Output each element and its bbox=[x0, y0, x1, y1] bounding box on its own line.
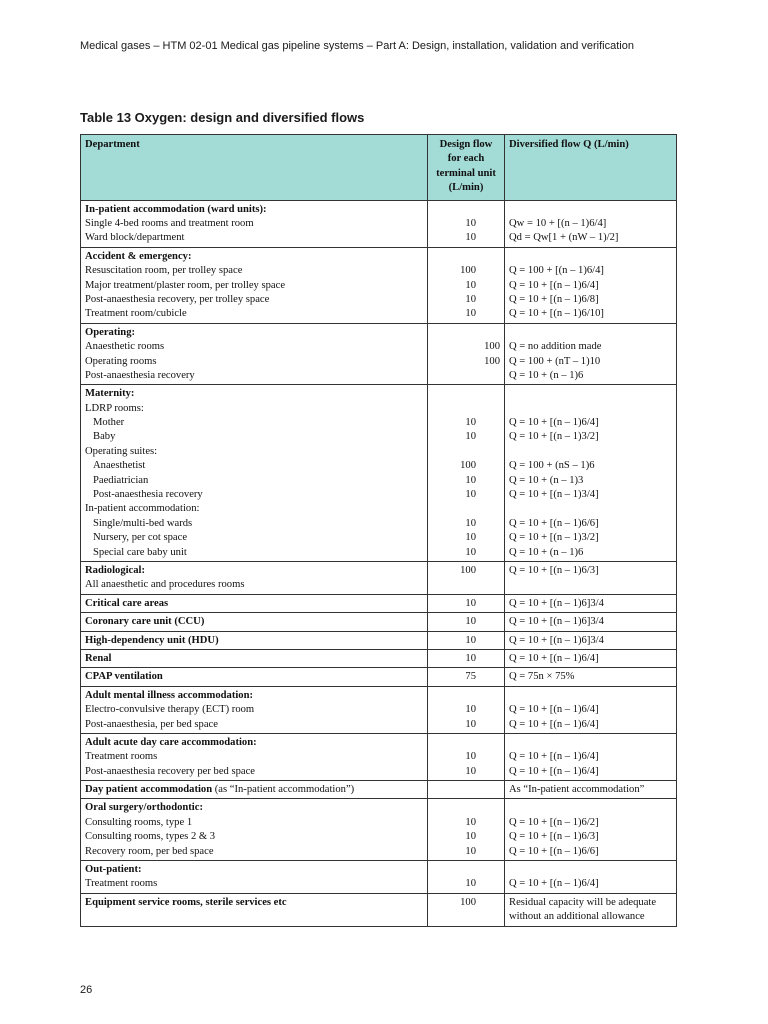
department-heading bbox=[85, 783, 423, 797]
department-title: Critical care areas bbox=[85, 597, 169, 609]
table-section-row bbox=[81, 562, 677, 595]
diversified-flow-formula bbox=[509, 203, 672, 217]
department-row-label: Operating rooms bbox=[85, 355, 157, 367]
department-title: Coronary care unit (CCU) bbox=[85, 616, 205, 628]
design-flow-value: 10 bbox=[465, 474, 476, 486]
header-design-flow: Design flow for each terminal unit (L/min) bbox=[428, 135, 505, 201]
table-header-row bbox=[81, 135, 677, 201]
department-heading bbox=[85, 203, 423, 217]
department-title: Maternity: bbox=[85, 388, 135, 400]
table-section-row bbox=[81, 594, 677, 612]
diversified-flow-formula: Qd = Qw[1 + (nW – 1)/2] bbox=[509, 232, 619, 244]
department-cell bbox=[81, 686, 428, 733]
design-flow-value: 10 bbox=[465, 831, 476, 843]
department-row-label: In-patient accommodation: bbox=[85, 503, 200, 515]
design-flow-value: 10 bbox=[465, 718, 476, 730]
department-row-label: Treatment room/cubicle bbox=[85, 308, 187, 320]
diversified-flow-formula: Q = 100 + [(n – 1)6/4] bbox=[509, 265, 604, 277]
design-flow-cell bbox=[428, 247, 505, 323]
diversified-flow-cell bbox=[505, 613, 677, 631]
design-flow-cell bbox=[428, 668, 505, 686]
design-flow-value: 10 bbox=[465, 845, 476, 857]
design-flow-value: 10 bbox=[465, 765, 476, 777]
design-flow-value bbox=[428, 387, 504, 401]
department-cell bbox=[81, 893, 428, 926]
diversified-flow-formula: Q = 10 + [(n – 1)6/2] bbox=[509, 816, 599, 828]
diversified-flow-formula bbox=[509, 326, 672, 340]
department-row-label: All anaesthetic and procedures rooms bbox=[85, 579, 245, 591]
department-title: CPAP ventilation bbox=[85, 671, 163, 683]
oxygen-flows-table bbox=[80, 134, 677, 927]
diversified-flow-cell bbox=[505, 594, 677, 612]
diversified-flow-formula: Q = 10 + [(n – 1)6]3/4 bbox=[509, 634, 604, 646]
department-heading bbox=[85, 896, 423, 910]
diversified-flow-cell bbox=[505, 385, 677, 562]
diversified-flow-cell bbox=[505, 323, 677, 385]
department-row-label: LDRP rooms: bbox=[85, 402, 144, 414]
design-flow-value: 10 bbox=[465, 417, 476, 429]
department-heading bbox=[85, 863, 423, 877]
department-row-label: Nursery, per cot space bbox=[93, 532, 188, 544]
running-header: Medical gases – HTM 02-01 Medical gas pipeline systems – Part A: Design, installation, validation and verification bbox=[80, 40, 634, 52]
diversified-flow-cell bbox=[505, 631, 677, 649]
design-flow-value: 10 bbox=[465, 816, 476, 828]
diversified-flow-formula bbox=[509, 863, 672, 877]
department-heading bbox=[85, 689, 423, 703]
department-title: Adult acute day care accommodation: bbox=[85, 736, 257, 748]
department-row-label: Post-anaesthesia recovery bbox=[85, 369, 195, 381]
design-flow-value bbox=[428, 801, 504, 815]
design-flow-cell bbox=[428, 649, 505, 667]
table-section-row bbox=[81, 631, 677, 649]
department-row-label: Recovery room, per bed space bbox=[85, 845, 214, 857]
department-cell bbox=[81, 385, 428, 562]
department-title: Oral surgery/orthodontic: bbox=[85, 802, 203, 814]
department-row-label: Treatment rooms bbox=[85, 751, 158, 763]
design-flow-value: 100 bbox=[460, 565, 476, 576]
design-flow-cell bbox=[428, 594, 505, 612]
department-cell bbox=[81, 594, 428, 612]
department-heading bbox=[85, 615, 423, 629]
design-flow-cell bbox=[428, 893, 505, 926]
department-heading bbox=[85, 670, 423, 684]
diversified-flow-formula: Q = 100 + (nT – 1)10 bbox=[509, 355, 601, 367]
design-flow-value bbox=[428, 203, 504, 217]
table-section-row bbox=[81, 861, 677, 894]
department-cell bbox=[81, 799, 428, 861]
department-cell bbox=[81, 323, 428, 385]
table-body bbox=[81, 200, 677, 926]
department-heading bbox=[85, 250, 423, 264]
diversified-flow-formula: Q = 10 + [(n – 1)6/4] bbox=[509, 718, 599, 730]
department-row-label: Single/multi-bed wards bbox=[93, 517, 193, 529]
table-section-row bbox=[81, 799, 677, 861]
department-row-label: Treatment rooms bbox=[85, 878, 158, 890]
diversified-flow-formula bbox=[509, 250, 672, 264]
diversified-flow-formula: Q = 10 + (n – 1)3 bbox=[509, 474, 584, 486]
diversified-flow-cell bbox=[505, 733, 677, 780]
diversified-flow-formula: Q = 100 + (nS – 1)6 bbox=[509, 460, 595, 472]
design-flow-value: 100 bbox=[460, 460, 476, 472]
table-section-row bbox=[81, 200, 677, 247]
table-section-row bbox=[81, 247, 677, 323]
design-flow-value: 100 bbox=[484, 355, 500, 367]
department-heading bbox=[85, 597, 423, 611]
diversified-flow-cell bbox=[505, 799, 677, 861]
design-flow-value bbox=[428, 445, 504, 459]
design-flow-value: 10 bbox=[465, 232, 476, 244]
department-row-label: Special care baby unit bbox=[93, 546, 187, 558]
department-title: High-dependency unit (HDU) bbox=[85, 634, 219, 646]
diversified-flow-formula: Q = 10 + [(n – 1)6/4] bbox=[509, 704, 599, 716]
diversified-flow-formula: Residual capacity will be adequate bbox=[509, 896, 657, 908]
department-heading bbox=[85, 801, 423, 815]
department-heading bbox=[85, 387, 423, 401]
department-cell bbox=[81, 247, 428, 323]
department-row-label: Electro-convulsive therapy (ECT) room bbox=[85, 704, 255, 716]
table-title: Table 13 Oxygen: design and diversified flows bbox=[80, 110, 365, 125]
design-flow-cell bbox=[428, 686, 505, 733]
diversified-flow-formula: Q = 10 + [(n – 1)6/3] bbox=[509, 565, 599, 576]
department-heading bbox=[85, 326, 423, 340]
diversified-flow-formula: Q = 10 + [(n – 1)6/6] bbox=[509, 517, 599, 529]
diversified-flow-formula: Q = 10 + [(n – 1)6/4] bbox=[509, 279, 599, 291]
department-row-label: Mother bbox=[93, 417, 125, 429]
design-flow-value bbox=[428, 326, 504, 340]
design-flow-value bbox=[428, 502, 504, 516]
department-row-label: Anaesthetic rooms bbox=[85, 341, 165, 353]
design-flow-value: 10 bbox=[465, 634, 476, 646]
department-row-label: Consulting rooms, types 2 & 3 bbox=[85, 831, 216, 843]
diversified-flow-formula: Q = no addition made bbox=[509, 341, 602, 353]
design-flow-value: 100 bbox=[460, 896, 476, 908]
department-row-label: Anaesthetist bbox=[93, 460, 146, 472]
department-row-label: Ward block/department bbox=[85, 232, 185, 244]
department-row-label: Operating suites: bbox=[85, 445, 158, 457]
diversified-flow-formula: Q = 10 + [(n – 1)6/4] bbox=[509, 878, 599, 890]
department-title: Radiological: bbox=[85, 565, 146, 576]
design-flow-value: 10 bbox=[465, 532, 476, 544]
department-title: Renal bbox=[85, 652, 112, 664]
department-cell bbox=[81, 200, 428, 247]
design-flow-value: 10 bbox=[465, 517, 476, 529]
department-row-label: Paediatrician bbox=[93, 474, 149, 486]
diversified-flow-cell bbox=[505, 562, 677, 595]
diversified-flow-formula: Q = 75n × 75% bbox=[509, 671, 575, 683]
diversified-flow-cell bbox=[505, 861, 677, 894]
design-flow-cell bbox=[428, 385, 505, 562]
department-title-note: (as “In-patient accommodation”) bbox=[212, 784, 355, 796]
diversified-flow-formula bbox=[509, 445, 672, 459]
diversified-flow-formula: Q = 10 + [(n – 1)6]3/4 bbox=[509, 597, 604, 609]
diversified-flow-formula bbox=[509, 736, 672, 750]
department-heading bbox=[85, 564, 423, 578]
diversified-flow-formula: Q = 10 + [(n – 1)3/4] bbox=[509, 489, 599, 501]
diversified-flow-formula bbox=[509, 801, 672, 815]
department-cell bbox=[81, 649, 428, 667]
table-section-row bbox=[81, 893, 677, 926]
design-flow-cell bbox=[428, 799, 505, 861]
department-row-label: Single 4-bed rooms and treatment room bbox=[85, 218, 254, 230]
diversified-flow-formula bbox=[509, 578, 672, 592]
design-flow-value bbox=[428, 689, 504, 703]
design-flow-value: 10 bbox=[465, 878, 476, 890]
department-cell bbox=[81, 781, 428, 799]
diversified-flow-formula bbox=[509, 387, 672, 401]
design-flow-value: 10 bbox=[465, 652, 476, 664]
design-flow-cell bbox=[428, 323, 505, 385]
department-cell bbox=[81, 861, 428, 894]
design-flow-value: 10 bbox=[465, 279, 476, 291]
department-row-label bbox=[85, 910, 423, 924]
design-flow-value bbox=[428, 402, 504, 416]
diversified-flow-formula: Q = 10 + [(n – 1)6/4] bbox=[509, 751, 599, 763]
department-row-label: Consulting rooms, type 1 bbox=[85, 816, 193, 828]
department-row-label: Post-anaesthesia, per bed space bbox=[85, 718, 218, 730]
table-section-row bbox=[81, 668, 677, 686]
design-flow-value: 10 bbox=[465, 308, 476, 320]
design-flow-cell bbox=[428, 631, 505, 649]
diversified-flow-formula: Q = 10 + [(n – 1)6]3/4 bbox=[509, 616, 604, 628]
diversified-flow-formula: Q = 10 + [(n – 1)6/10] bbox=[509, 308, 604, 320]
design-flow-cell bbox=[428, 613, 505, 631]
department-row-label: Post-anaesthesia recovery, per trolley space bbox=[85, 293, 270, 305]
diversified-flow-formula: Qw = 10 + [(n – 1)6/4] bbox=[509, 218, 607, 230]
diversified-flow-formula: As “In-patient accommodation” bbox=[509, 784, 645, 796]
department-title: Operating: bbox=[85, 326, 136, 338]
department-cell bbox=[81, 668, 428, 686]
department-title: Equipment service rooms, sterile services etc bbox=[85, 896, 287, 908]
design-flow-value: 100 bbox=[484, 341, 500, 353]
diversified-flow-cell bbox=[505, 668, 677, 686]
design-flow-value bbox=[428, 250, 504, 264]
diversified-flow-cell bbox=[505, 781, 677, 799]
design-flow-value: 10 bbox=[465, 431, 476, 443]
department-title: Out-patient: bbox=[85, 864, 142, 876]
department-row-label: Resuscitation room, per trolley space bbox=[85, 265, 243, 277]
diversified-flow-formula bbox=[509, 402, 672, 416]
design-flow-value bbox=[428, 783, 504, 797]
department-row-label: Major treatment/plaster room, per trolley space bbox=[85, 279, 286, 291]
design-flow-value bbox=[428, 736, 504, 750]
design-flow-cell bbox=[428, 861, 505, 894]
diversified-flow-formula bbox=[509, 502, 672, 516]
table-section-row bbox=[81, 686, 677, 733]
design-flow-value bbox=[428, 578, 504, 592]
design-flow-value: 10 bbox=[465, 597, 476, 609]
design-flow-value: 10 bbox=[465, 704, 476, 716]
diversified-flow-formula: without an additional allowance bbox=[509, 911, 645, 923]
diversified-flow-formula: Q = 10 + [(n – 1)3/2] bbox=[509, 431, 599, 443]
diversified-flow-formula: Q = 10 + [(n – 1)6/4] bbox=[509, 765, 599, 777]
diversified-flow-cell bbox=[505, 200, 677, 247]
department-title: Accident & emergency: bbox=[85, 250, 192, 262]
design-flow-value bbox=[428, 863, 504, 877]
department-cell bbox=[81, 562, 428, 595]
diversified-flow-formula: Q = 10 + [(n – 1)6/4] bbox=[509, 417, 599, 429]
header-diversified-flow: Diversified flow Q (L/min) bbox=[505, 135, 677, 201]
department-cell bbox=[81, 631, 428, 649]
design-flow-value bbox=[428, 910, 504, 924]
header-department: Department bbox=[81, 135, 428, 201]
page-number: 26 bbox=[80, 984, 93, 996]
department-row-label: Post-anaesthesia recovery per bed space bbox=[85, 765, 256, 777]
diversified-flow-formula: Q = 10 + (n – 1)6 bbox=[509, 369, 584, 381]
design-flow-cell bbox=[428, 200, 505, 247]
design-flow-value: 10 bbox=[465, 751, 476, 763]
diversified-flow-cell bbox=[505, 686, 677, 733]
table-section-row bbox=[81, 733, 677, 780]
table-section-row bbox=[81, 613, 677, 631]
department-row-label: Post-anaesthesia recovery bbox=[93, 489, 203, 501]
design-flow-value: 10 bbox=[465, 616, 476, 628]
design-flow-value: 10 bbox=[465, 546, 476, 558]
department-heading bbox=[85, 736, 423, 750]
table-section-row bbox=[81, 385, 677, 562]
design-flow-value: 75 bbox=[465, 671, 476, 683]
design-flow-value: 10 bbox=[465, 489, 476, 501]
department-title: In-patient accommodation (ward units): bbox=[85, 203, 267, 215]
design-flow-cell bbox=[428, 733, 505, 780]
design-flow-value: 100 bbox=[460, 265, 476, 277]
design-flow-cell bbox=[428, 562, 505, 595]
department-title: Day patient accommodation bbox=[85, 784, 213, 796]
department-heading bbox=[85, 634, 423, 648]
diversified-flow-formula: Q = 10 + (n – 1)6 bbox=[509, 546, 584, 558]
diversified-flow-cell bbox=[505, 247, 677, 323]
department-title: Adult mental illness accommodation: bbox=[85, 689, 254, 701]
department-row-label: Baby bbox=[93, 431, 116, 443]
diversified-flow-formula bbox=[509, 689, 672, 703]
diversified-flow-formula: Q = 10 + [(n – 1)6/4] bbox=[509, 652, 599, 664]
department-cell bbox=[81, 613, 428, 631]
diversified-flow-formula: Q = 10 + [(n – 1)6/3] bbox=[509, 831, 599, 843]
design-flow-value: 10 bbox=[465, 293, 476, 305]
table-section-row bbox=[81, 323, 677, 385]
diversified-flow-formula: Q = 10 + [(n – 1)6/6] bbox=[509, 845, 599, 857]
diversified-flow-formula: Q = 10 + [(n – 1)3/2] bbox=[509, 532, 599, 544]
diversified-flow-cell bbox=[505, 893, 677, 926]
diversified-flow-formula: Q = 10 + [(n – 1)6/8] bbox=[509, 293, 599, 305]
design-flow-value bbox=[428, 369, 504, 383]
table-section-row bbox=[81, 649, 677, 667]
design-flow-value: 10 bbox=[465, 218, 476, 230]
design-flow-cell bbox=[428, 781, 505, 799]
table-section-row bbox=[81, 781, 677, 799]
diversified-flow-cell bbox=[505, 649, 677, 667]
department-cell bbox=[81, 733, 428, 780]
department-heading bbox=[85, 652, 423, 666]
